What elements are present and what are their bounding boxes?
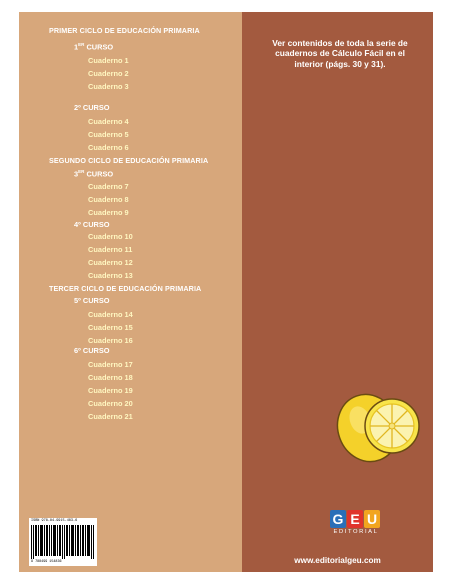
- notebook-10: Cuaderno 10: [88, 232, 133, 241]
- notebook-16: Cuaderno 16: [88, 336, 133, 345]
- course-2: 2º CURSO: [74, 103, 110, 112]
- notebook-1: Cuaderno 1: [88, 56, 129, 65]
- notebook-7: Cuaderno 7: [88, 182, 129, 191]
- logo-letter-g: G: [330, 510, 346, 528]
- notebook-6: Cuaderno 6: [88, 143, 129, 152]
- series-note: Ver contenidos de toda la serie de cuadernos de Cálculo Fácil en el interior (págs. 30 y 31).: [272, 38, 408, 69]
- logo-letters: [330, 510, 382, 528]
- logo-letter-u: U: [364, 510, 380, 528]
- notebook-18: Cuaderno 18: [88, 373, 133, 382]
- notebook-11: Cuaderno 11: [88, 245, 133, 254]
- notebook-8: Cuaderno 8: [88, 195, 129, 204]
- notebook-15: Cuaderno 15: [88, 323, 133, 332]
- notebook-17: Cuaderno 17: [88, 360, 133, 369]
- course-3: 3ER CURSO: [74, 169, 114, 179]
- course-4: 4º CURSO: [74, 220, 110, 229]
- back-cover: [19, 12, 433, 572]
- notebook-19: Cuaderno 19: [88, 386, 133, 395]
- right-panel: [242, 12, 433, 572]
- notebook-14: Cuaderno 14: [88, 310, 133, 319]
- geu-logo: [330, 510, 382, 535]
- notebook-13: Cuaderno 13: [88, 271, 133, 280]
- cycle-heading-3: TERCER CICLO DE EDUCACIÓN PRIMARIA: [49, 284, 202, 293]
- notebook-21: Cuaderno 21: [88, 412, 133, 421]
- isbn-label: ISBN 978-84-9915-483-6: [31, 519, 78, 523]
- left-panel: [19, 12, 242, 572]
- course-5: 5º CURSO: [74, 296, 110, 305]
- notebook-3: Cuaderno 3: [88, 82, 129, 91]
- notebook-12: Cuaderno 12: [88, 258, 133, 267]
- notebook-5: Cuaderno 5: [88, 130, 129, 139]
- barcode-icon: [29, 518, 97, 566]
- notebook-4: Cuaderno 4: [88, 117, 129, 126]
- website-url[interactable]: www.editorialgeu.com: [294, 556, 381, 565]
- barcode-number: 9 788499 154836: [31, 560, 62, 564]
- notebook-2: Cuaderno 2: [88, 69, 129, 78]
- barcode-bars: [31, 525, 95, 559]
- notebook-20: Cuaderno 20: [88, 399, 133, 408]
- cycle-heading-1: PRIMER CICLO DE EDUCACIÓN PRIMARIA: [49, 26, 200, 35]
- cycle-heading-2: SEGUNDO CICLO DE EDUCACIÓN PRIMARIA: [49, 156, 209, 165]
- notebook-9: Cuaderno 9: [88, 208, 129, 217]
- course-1: 1ER CURSO: [74, 42, 114, 52]
- logo-editorial: EDITORIAL: [333, 529, 379, 535]
- course-6: 6º CURSO: [74, 346, 110, 355]
- lemon-icon: [334, 380, 426, 468]
- logo-letter-e: E: [347, 510, 363, 528]
